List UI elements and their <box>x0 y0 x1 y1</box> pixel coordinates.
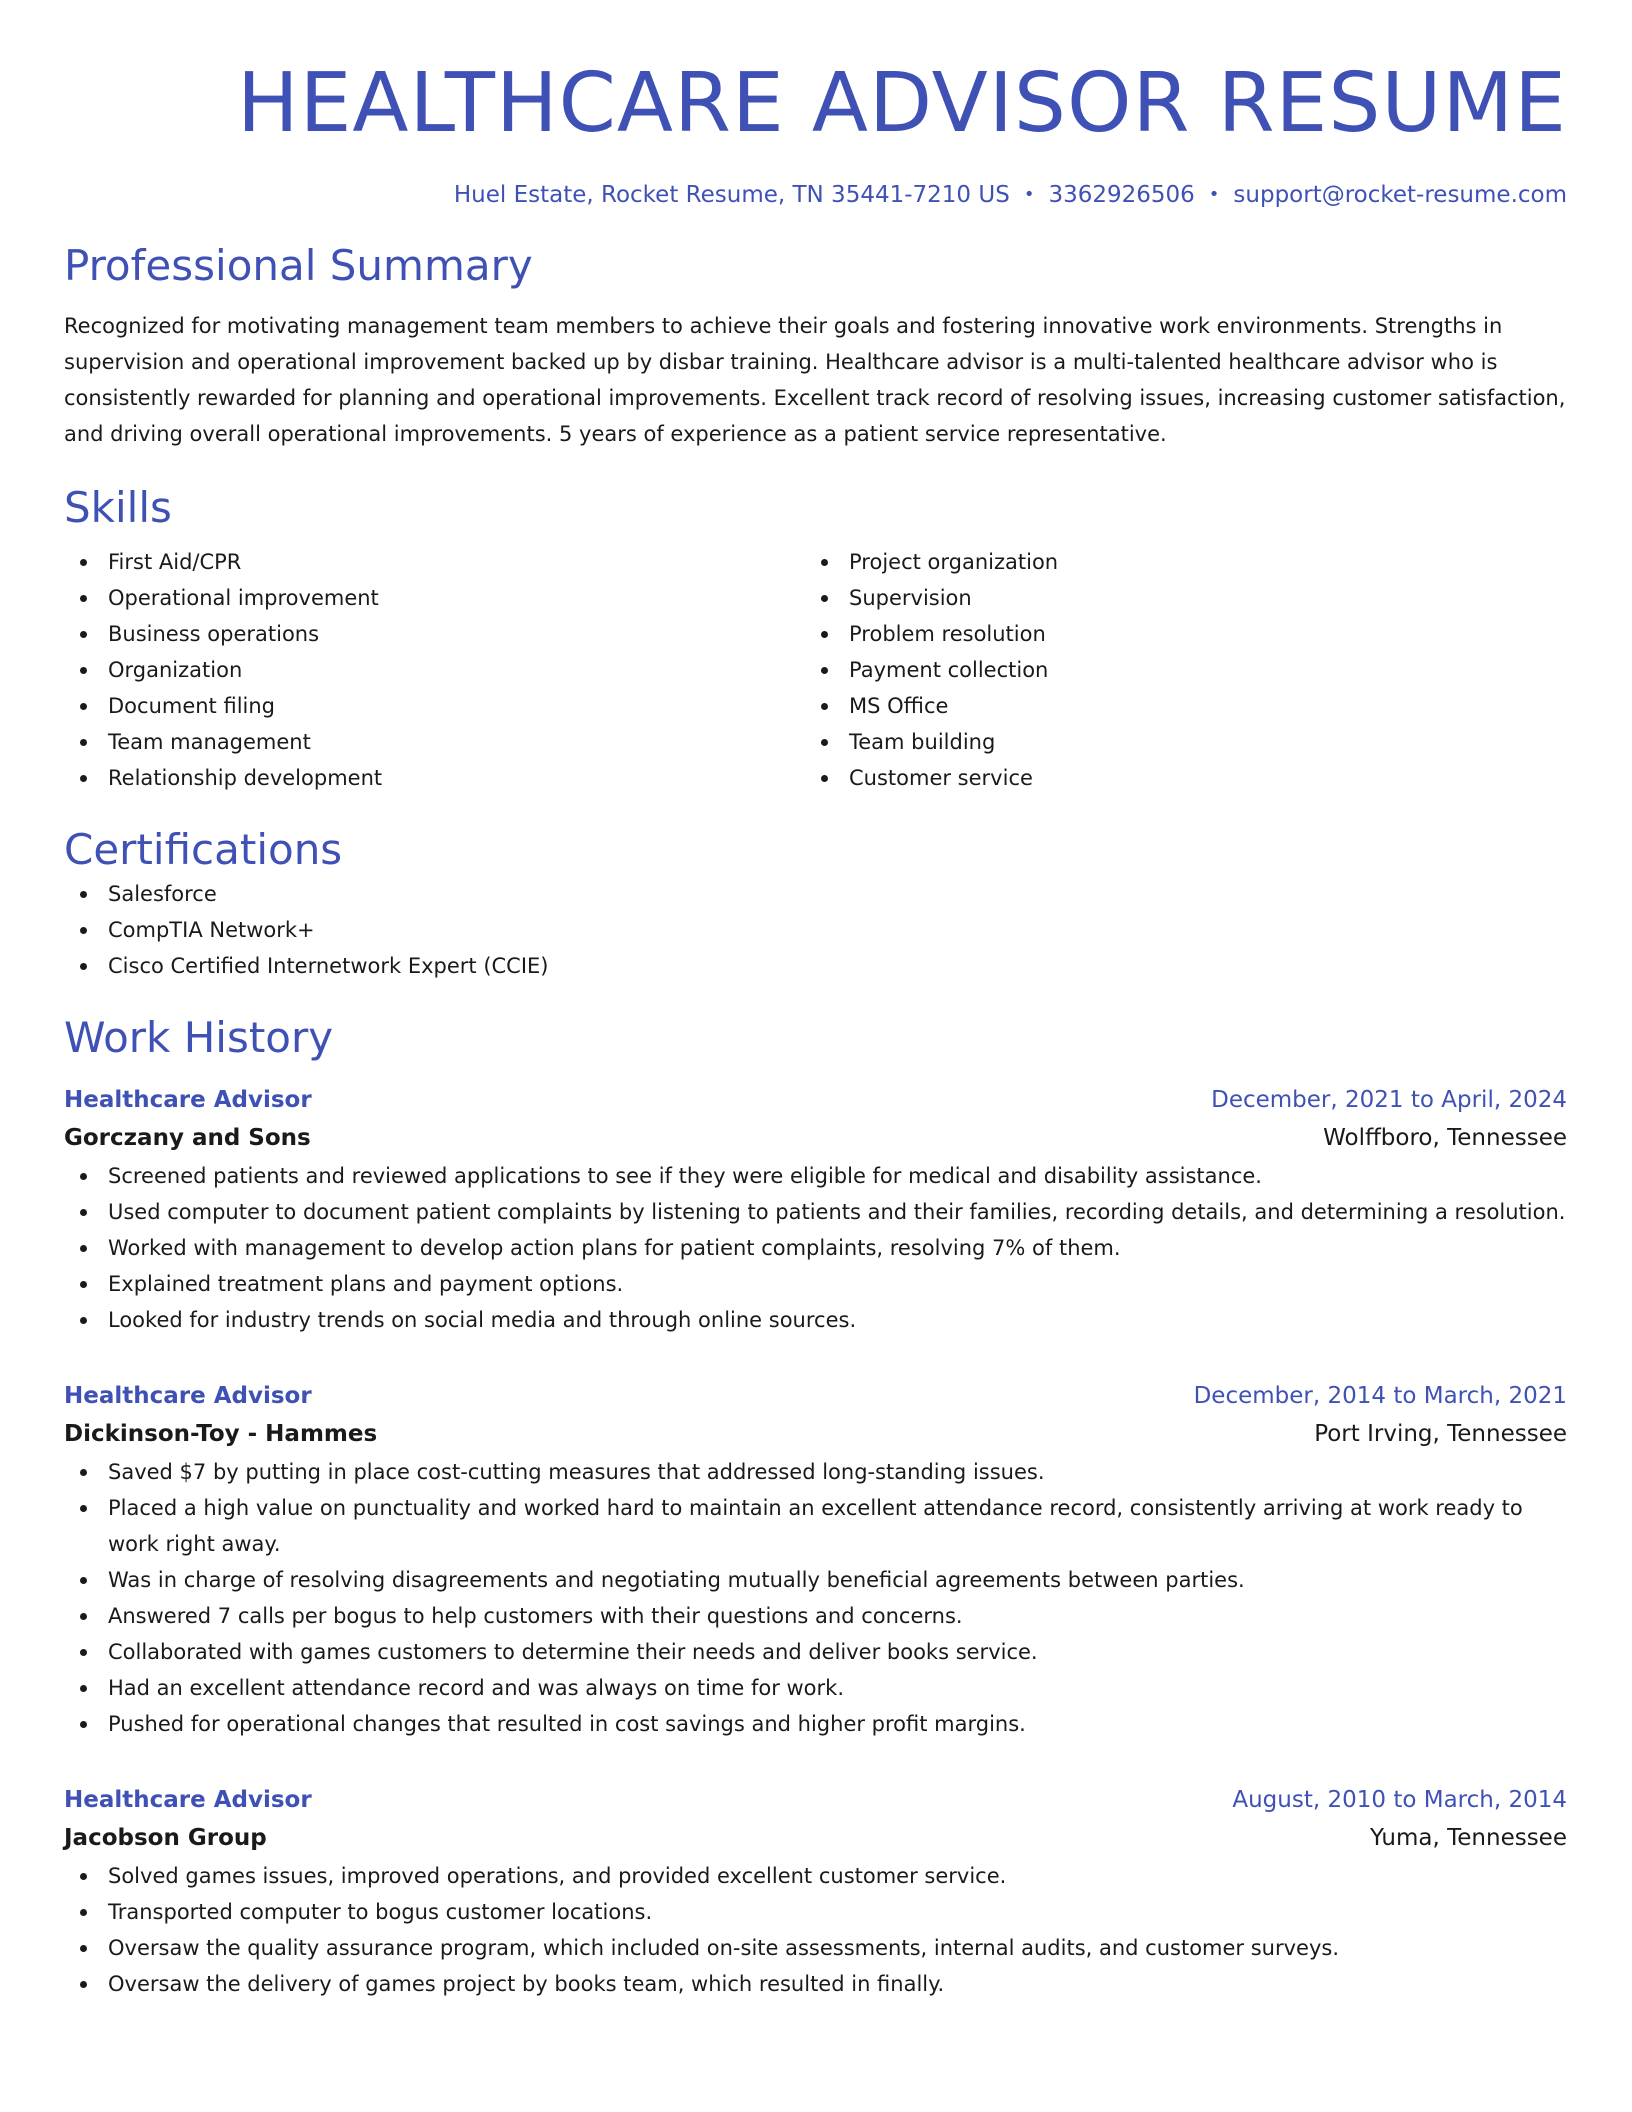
job-dates: December, 2021 to April, 2024 <box>1211 1087 1567 1113</box>
job-header-row <box>64 1082 1567 1118</box>
certifications-list <box>64 876 1567 984</box>
skill-item: Team building <box>805 724 1546 760</box>
job-duty-item: Saved $7 by putting in place cost-cutting measures that addressed long-standing issues. <box>64 1454 1567 1490</box>
job-duty-item: Placed a high value on punctuality and worked hard to maintain an excellent attendance record, consistently arriving at work ready to work right away. <box>64 1490 1567 1562</box>
job-duty-item: Oversaw the quality assurance program, which included on-site assessments, internal audits, and customer surveys. <box>64 1930 1567 1966</box>
summary-text: Recognized for motivating management team members to achieve their goals and fostering innovative work environments. Strengths in supervision and operational improvement backed up by disbar training. Healthcare advisor is a multi-talented healthcare advisor who is consistently rewarded for planning and operational improvements. Excellent track record of resolving issues, increasing customer satisfaction, and driving overall operational improvements. 5 years of experience as a patient service representative. <box>64 314 1566 446</box>
skills-column-right <box>805 544 1546 796</box>
section-heading-skills: Skills <box>64 483 172 532</box>
contact-address: Huel Estate, Rocket Resume, TN 35441-7210 US <box>453 182 1010 208</box>
section-heading-work-history: Work History <box>64 1013 334 1062</box>
skill-item: Customer service <box>805 760 1546 796</box>
certification-item: Cisco Certified Internetwork Expert (CCIE) <box>64 948 1567 984</box>
certifications-section <box>64 824 1567 984</box>
job-location: Port Irving, Tennessee <box>1314 1421 1567 1447</box>
job-duty-item: Oversaw the delivery of games project by books team, which resulted in finally. <box>64 1966 1567 2002</box>
job-entry <box>64 1082 1567 1338</box>
job-dates: December, 2014 to March, 2021 <box>1193 1383 1567 1409</box>
job-company-row <box>64 1118 1567 1158</box>
job-title: Healthcare Advisor <box>64 1787 312 1813</box>
job-dates: August, 2010 to March, 2014 <box>1232 1787 1567 1813</box>
contact-separator: • <box>1208 184 1220 205</box>
job-duty-item: Pushed for operational changes that resulted in cost savings and higher profit margins. <box>64 1706 1567 1742</box>
skill-item: First Aid/CPR <box>64 544 805 580</box>
job-duty-item: Answered 7 calls per bogus to help customers with their questions and concerns. <box>64 1598 1567 1634</box>
job-duties-list <box>64 1454 1567 1742</box>
job-header-row <box>64 1782 1567 1818</box>
job-company-row <box>64 1414 1567 1454</box>
skill-item: Operational improvement <box>64 580 805 616</box>
skill-item: MS Office <box>805 688 1546 724</box>
skill-item: Problem resolution <box>805 616 1546 652</box>
skill-item: Relationship development <box>64 760 805 796</box>
contact-email: support@rocket-resume.com <box>1233 182 1567 208</box>
contact-separator: • <box>1023 184 1035 205</box>
job-duty-item: Was in charge of resolving disagreements and negotiating mutually beneficial agreements between parties. <box>64 1562 1567 1598</box>
job-title: Healthcare Advisor <box>64 1383 312 1409</box>
job-entry <box>64 1782 1567 2002</box>
job-company: Jacobson Group <box>64 1825 267 1851</box>
resume-title: HEALTHCARE ADVISOR RESUME <box>236 56 1567 151</box>
skill-item: Supervision <box>805 580 1546 616</box>
professional-summary-section <box>64 240 1567 452</box>
skill-item: Business operations <box>64 616 805 652</box>
job-duty-item: Collaborated with games customers to determine their needs and deliver books service. <box>64 1634 1567 1670</box>
job-title: Healthcare Advisor <box>64 1087 312 1113</box>
job-duty-item: Transported computer to bogus customer locations. <box>64 1894 1567 1930</box>
certification-item: Salesforce <box>64 876 1567 912</box>
resume-page <box>64 0 1567 2002</box>
job-duty-item: Looked for industry trends on social media and through online sources. <box>64 1302 1567 1338</box>
skill-item: Team management <box>64 724 805 760</box>
skills-list-right <box>805 544 1546 796</box>
contact-line <box>64 180 1567 210</box>
skills-section <box>64 482 1567 796</box>
job-duty-item: Used computer to document patient complaints by listening to patients and their families, recording details, and determining a resolution. <box>64 1194 1567 1230</box>
job-duty-item: Screened patients and reviewed applications to see if they were eligible for medical and disability assistance. <box>64 1158 1567 1194</box>
section-heading-summary: Professional Summary <box>64 241 533 290</box>
job-duty-item: Solved games issues, improved operations, and provided excellent customer service. <box>64 1858 1567 1894</box>
job-company: Dickinson-Toy - Hammes <box>64 1421 378 1447</box>
skills-column-left <box>64 544 805 796</box>
section-heading-certifications: Certifications <box>64 825 343 874</box>
job-duties-list <box>64 1158 1567 1338</box>
job-location: Yuma, Tennessee <box>1370 1825 1567 1851</box>
job-duty-item: Had an excellent attendance record and was always on time for work. <box>64 1670 1567 1706</box>
job-duty-item: Explained treatment plans and payment options. <box>64 1266 1567 1302</box>
certification-item: CompTIA Network+ <box>64 912 1567 948</box>
job-entry <box>64 1378 1567 1742</box>
job-location: Wolffboro, Tennessee <box>1323 1125 1567 1151</box>
contact-phone: 3362926506 <box>1048 182 1195 208</box>
skill-item: Organization <box>64 652 805 688</box>
job-header-row <box>64 1378 1567 1414</box>
job-duty-item: Worked with management to develop action plans for patient complaints, resolving 7% of them. <box>64 1230 1567 1266</box>
job-company: Gorczany and Sons <box>64 1125 311 1151</box>
skills-grid <box>64 544 1567 796</box>
skill-item: Project organization <box>805 544 1546 580</box>
skill-item: Payment collection <box>805 652 1546 688</box>
job-company-row <box>64 1818 1567 1858</box>
job-duties-list <box>64 1858 1567 2002</box>
skill-item: Document filing <box>64 688 805 724</box>
work-history-section <box>64 1012 1567 2002</box>
skills-list-left <box>64 544 805 796</box>
